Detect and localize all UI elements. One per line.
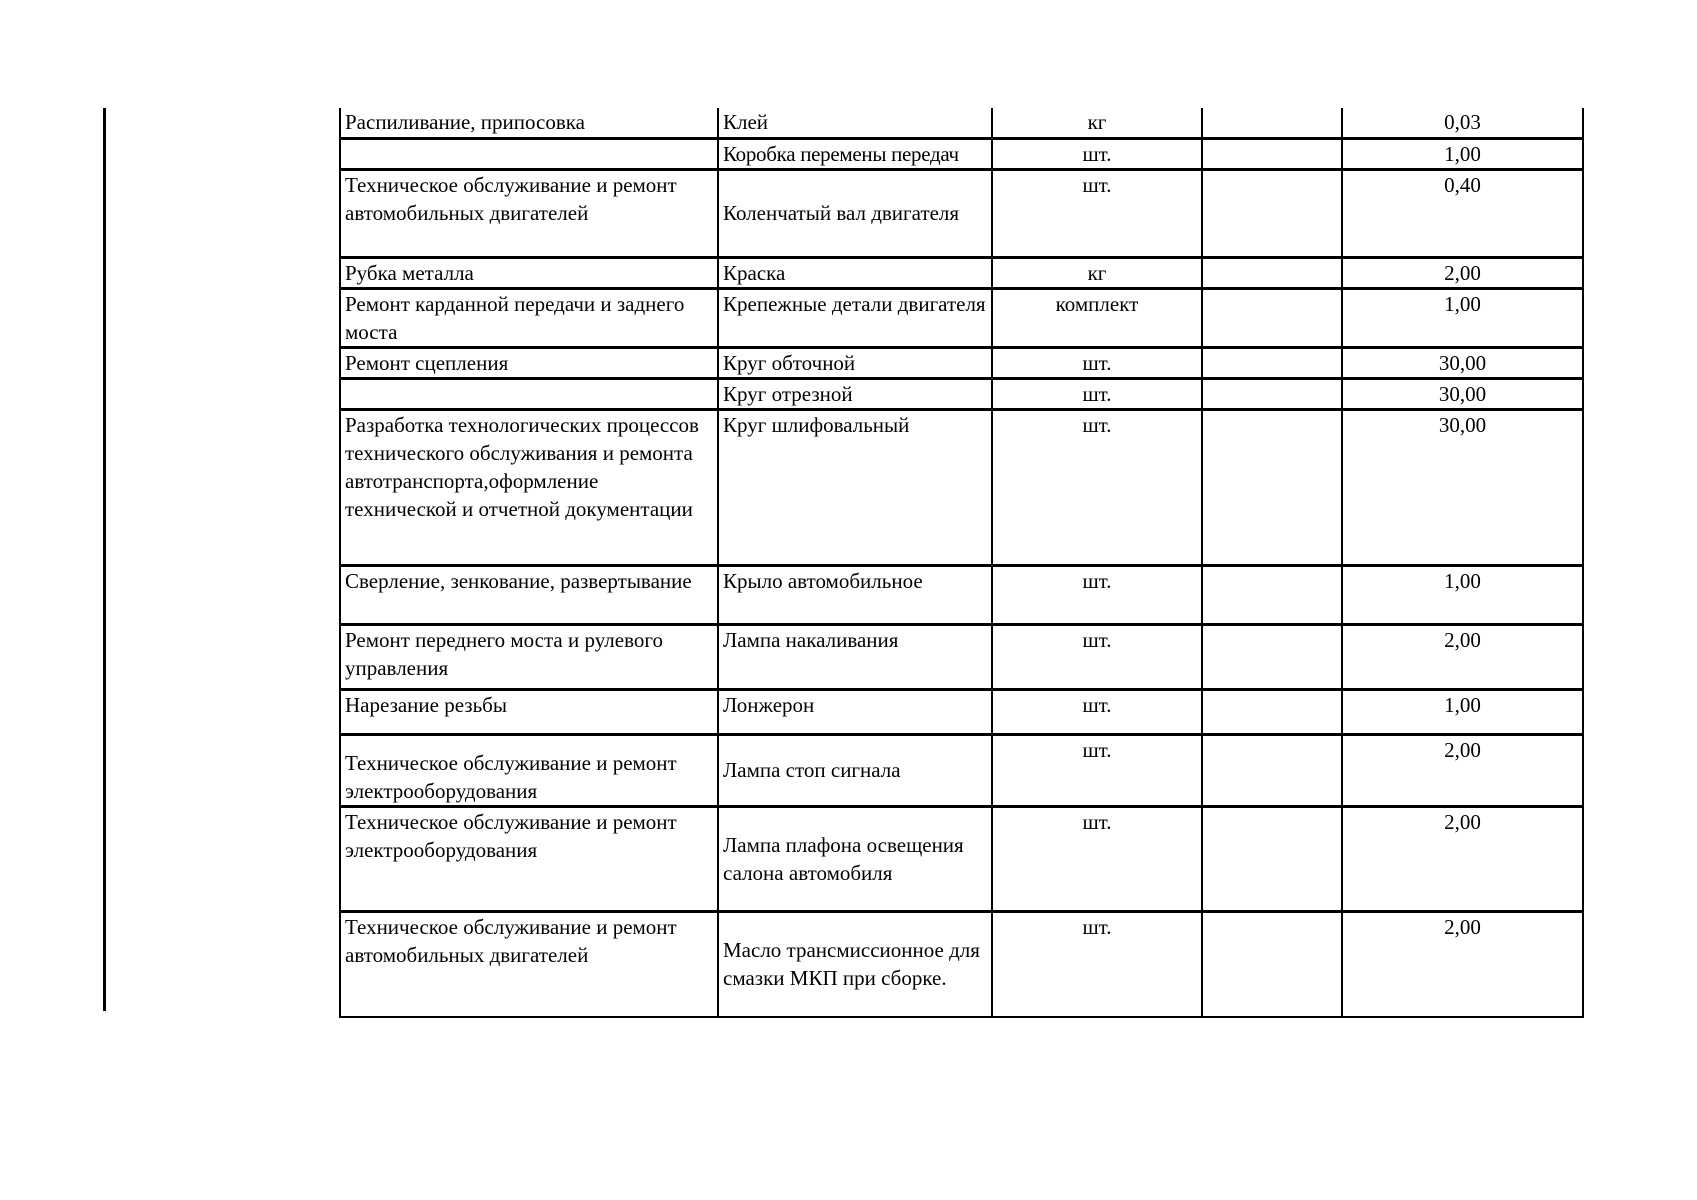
operation-cell: Техническое обслуживание и ремонт электрооборудования xyxy=(340,806,718,911)
table-row xyxy=(340,378,1583,409)
quantity-cell: 1,00 xyxy=(1342,288,1583,347)
material-cell: Лампа накаливания xyxy=(718,624,992,689)
unit-cell: кг xyxy=(992,257,1202,288)
empty-cell xyxy=(1202,378,1342,409)
operation-text: Разработка технологических процессов технического обслуживания и ремонта автотранспорта,оформление технической и отчетной документации xyxy=(345,412,699,521)
unit-cell: шт. xyxy=(992,734,1202,806)
quantity-cell: 0,40 xyxy=(1342,169,1583,257)
operation-cell xyxy=(340,409,718,565)
material-cell: Крепежные детали двигателя xyxy=(718,288,992,347)
unit-cell: шт. xyxy=(992,138,1202,169)
material-cell: Коленчатый вал двигателя xyxy=(718,169,992,257)
quantity-cell: 1,00 xyxy=(1342,138,1583,169)
unit-cell: шт. xyxy=(992,565,1202,624)
unit-cell: шт. xyxy=(992,911,1202,1017)
table-row xyxy=(340,409,1583,565)
table-row xyxy=(340,734,1583,806)
material-cell: Лампа плафона освещения салона автомобиля xyxy=(718,806,992,911)
empty-cell xyxy=(1202,624,1342,689)
operation-cell: Нарезание резьбы xyxy=(340,689,718,734)
material-cell: Лонжерон xyxy=(718,689,992,734)
operation-cell: Ремонт карданной передачи и заднего моста xyxy=(340,288,718,347)
table-row xyxy=(340,257,1583,288)
empty-cell xyxy=(1202,734,1342,806)
table-row xyxy=(340,624,1583,689)
empty-cell xyxy=(1202,288,1342,347)
operation-cell: Техническое обслуживание и ремонт автомобильных двигателей xyxy=(340,911,718,1017)
empty-cell xyxy=(1202,138,1342,169)
quantity-cell: 30,00 xyxy=(1342,409,1583,565)
table-row xyxy=(340,806,1583,911)
table-row xyxy=(340,911,1583,1017)
quantity-cell: 2,00 xyxy=(1342,624,1583,689)
empty-cell xyxy=(1202,689,1342,734)
table-row xyxy=(340,347,1583,378)
quantity-cell: 2,00 xyxy=(1342,806,1583,911)
unit-cell: шт. xyxy=(992,689,1202,734)
empty-cell xyxy=(1202,169,1342,257)
unit-cell: комплект xyxy=(992,288,1202,347)
quantity-cell: 2,00 xyxy=(1342,734,1583,806)
table-row xyxy=(340,108,1583,138)
empty-cell xyxy=(1202,565,1342,624)
table-row xyxy=(340,288,1583,347)
table-row xyxy=(340,169,1583,257)
empty-cell xyxy=(1202,409,1342,565)
operation-cell: Техническое обслуживание и ремонт электрооборудования xyxy=(340,734,718,806)
empty-cell xyxy=(1202,257,1342,288)
quantity-cell: 0,03 xyxy=(1342,108,1583,138)
left-margin-rule xyxy=(103,108,106,1011)
operation-cell: Распиливание, припосовка xyxy=(340,108,718,138)
quantity-cell: 30,00 xyxy=(1342,378,1583,409)
operation-cell xyxy=(340,378,718,409)
material-cell: Масло трансмиссионное для смазки МКП при сборке. xyxy=(718,911,992,1017)
empty-cell xyxy=(1202,911,1342,1017)
operation-cell: Техническое обслуживание и ремонт автомобильных двигателей xyxy=(340,169,718,257)
operation-cell xyxy=(340,138,718,169)
operation-cell: Рубка металла xyxy=(340,257,718,288)
material-cell: Коробка перемены передач xyxy=(718,138,992,169)
operation-cell: Сверление, зенкование, развертывание xyxy=(340,565,718,624)
unit-cell: шт. xyxy=(992,378,1202,409)
unit-cell: шт. xyxy=(992,409,1202,565)
operation-cell: Ремонт переднего моста и рулевого управления xyxy=(340,624,718,689)
materials-table xyxy=(339,108,1584,1018)
operation-cell: Ремонт сцепления xyxy=(340,347,718,378)
material-cell: Круг отрезной xyxy=(718,378,992,409)
table-row xyxy=(340,565,1583,624)
unit-cell: кг xyxy=(992,108,1202,138)
unit-cell: шт. xyxy=(992,624,1202,689)
material-cell: Круг обточной xyxy=(718,347,992,378)
unit-cell: шт. xyxy=(992,347,1202,378)
empty-cell xyxy=(1202,347,1342,378)
empty-cell xyxy=(1202,806,1342,911)
quantity-cell: 2,00 xyxy=(1342,911,1583,1017)
material-cell: Клей xyxy=(718,108,992,138)
quantity-cell: 2,00 xyxy=(1342,257,1583,288)
quantity-cell: 30,00 xyxy=(1342,347,1583,378)
material-cell: Лампа стоп сигнала xyxy=(718,734,992,806)
table-row xyxy=(340,138,1583,169)
unit-cell: шт. xyxy=(992,169,1202,257)
empty-cell xyxy=(1202,108,1342,138)
table-row xyxy=(340,689,1583,734)
material-cell: Круг шлифовальный xyxy=(718,409,992,565)
material-cell: Крыло автомобильное xyxy=(718,565,992,624)
quantity-cell: 1,00 xyxy=(1342,565,1583,624)
quantity-cell: 1,00 xyxy=(1342,689,1583,734)
material-cell: Краска xyxy=(718,257,992,288)
unit-cell: шт. xyxy=(992,806,1202,911)
